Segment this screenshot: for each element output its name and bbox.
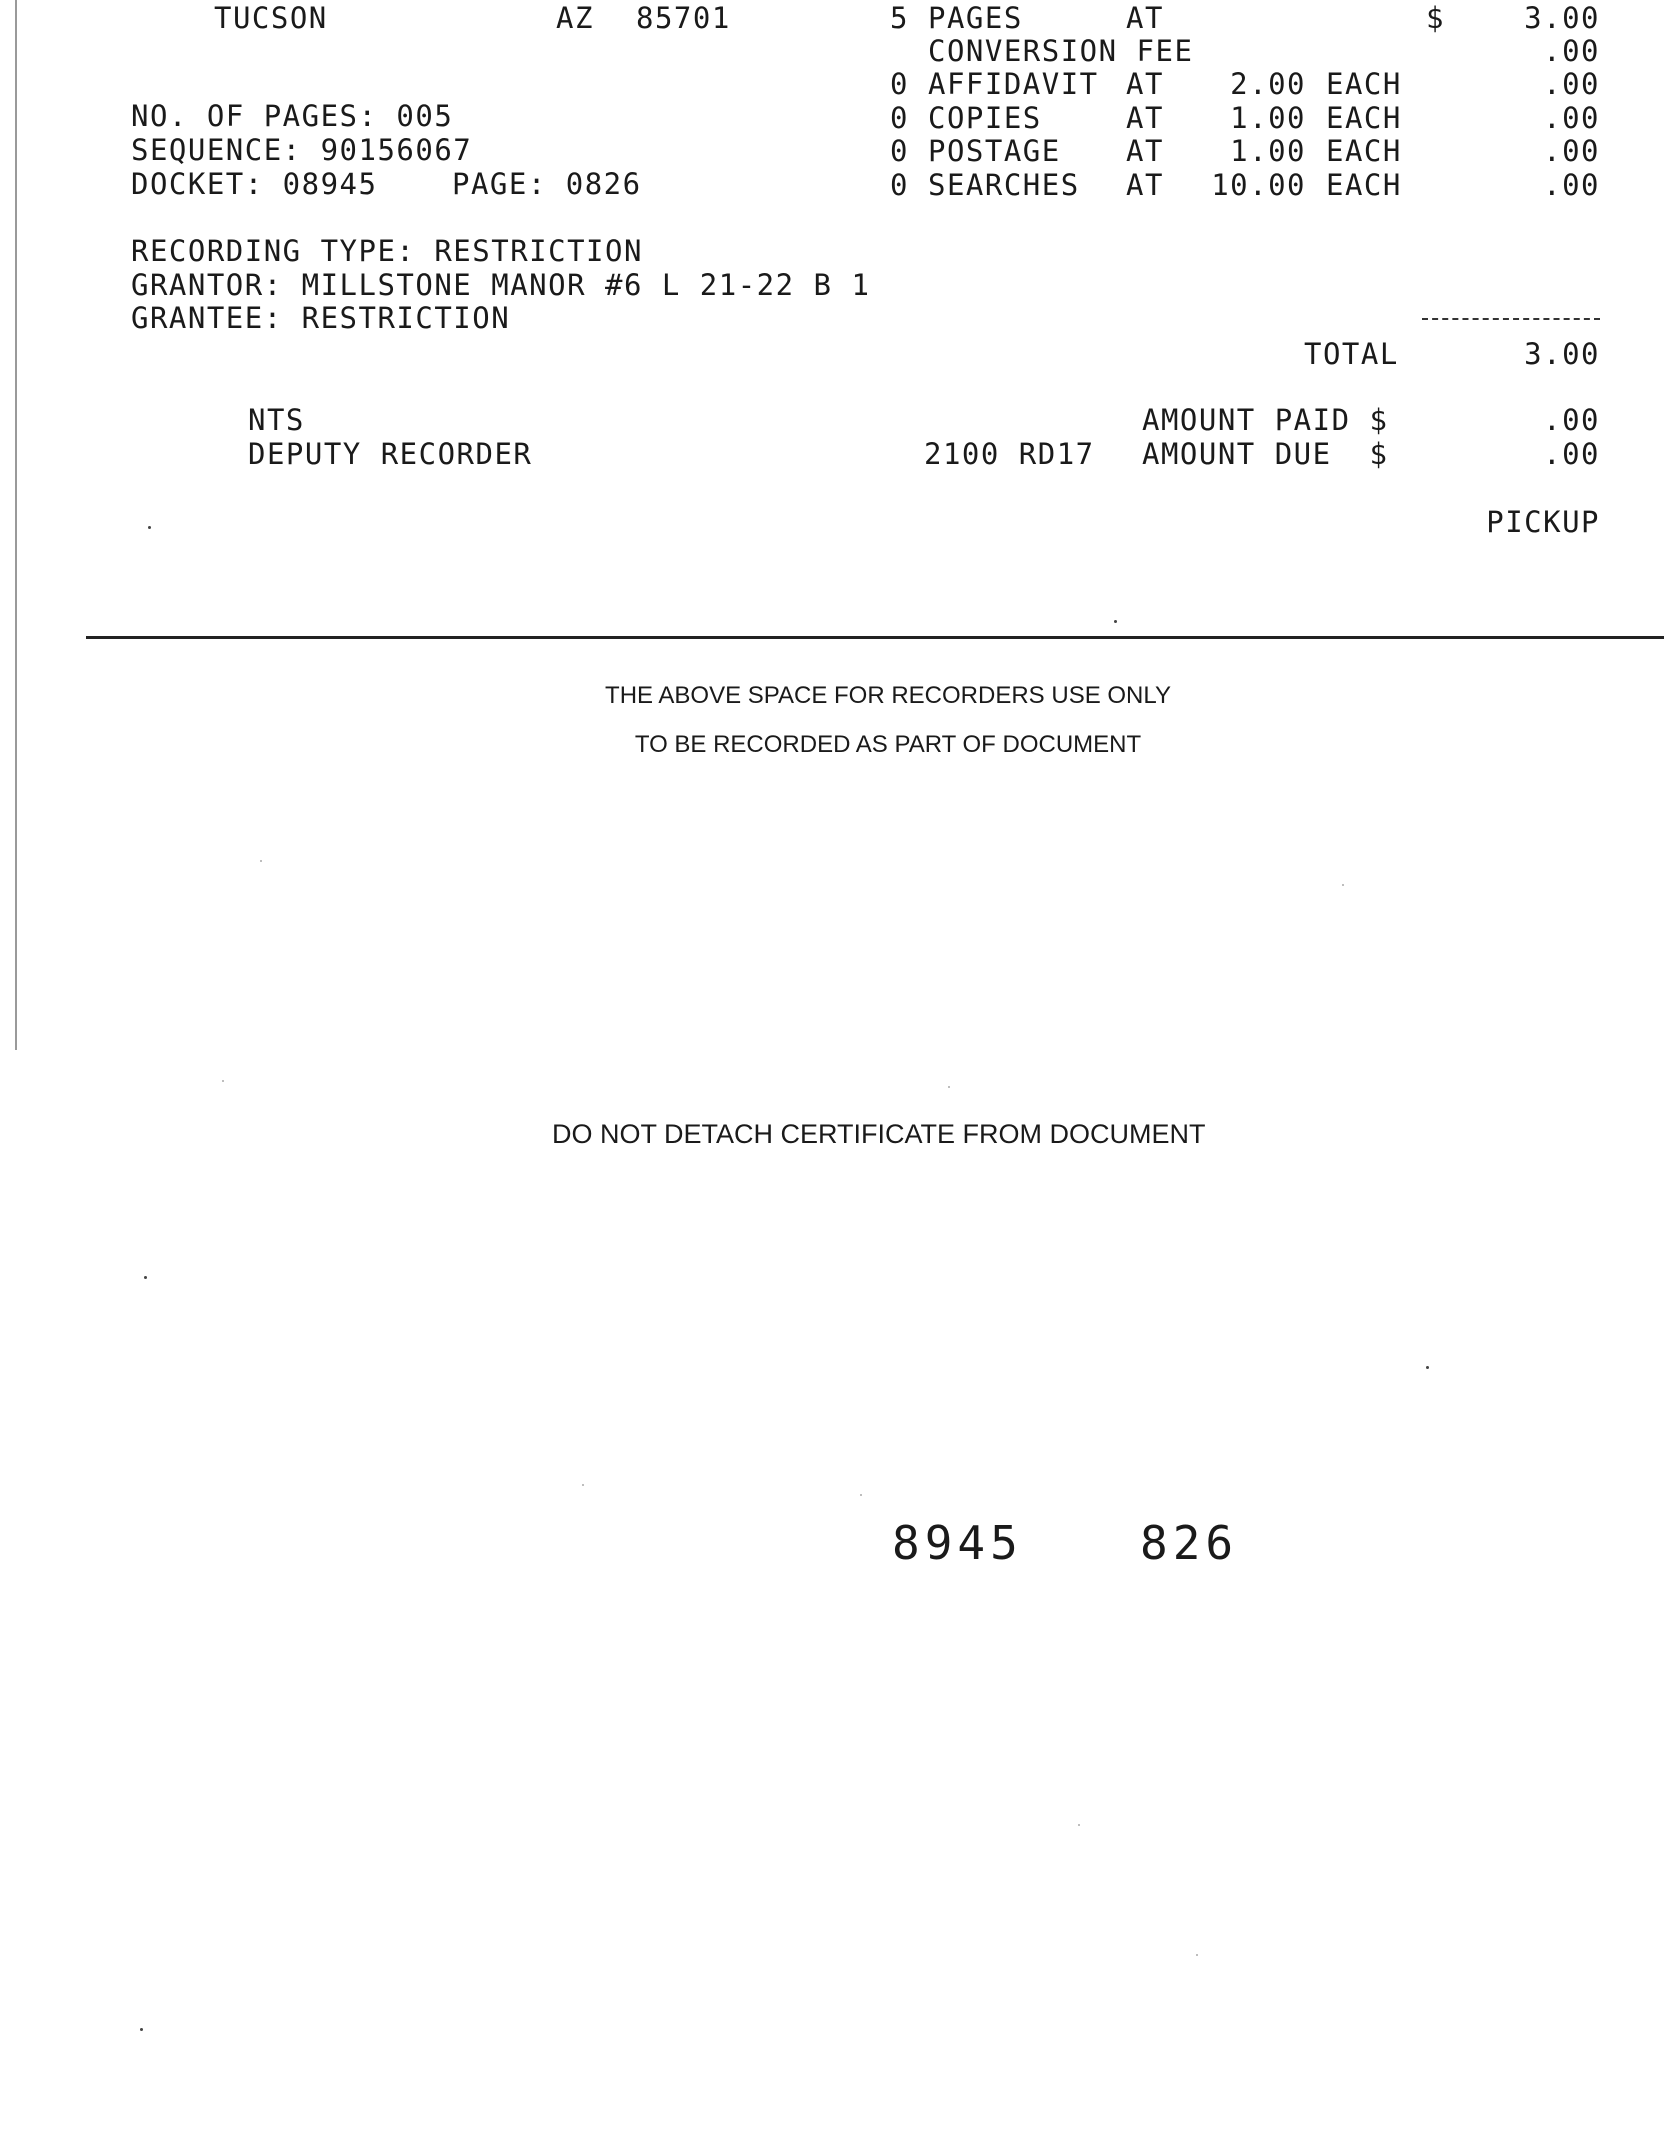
fee-each: EACH	[1326, 134, 1402, 168]
pickup-label: PICKUP	[1486, 505, 1600, 539]
fee-item: PAGES	[928, 1, 1023, 35]
fee-rate: 2.00	[1230, 67, 1306, 101]
fee-item: SEARCHES	[928, 168, 1080, 202]
fee-dollar: $	[1426, 1, 1445, 35]
total-separator	[1422, 318, 1600, 320]
fee-item: AFFIDAVIT	[928, 67, 1099, 101]
recorders-use-notice: THE ABOVE SPACE FOR RECORDERS USE ONLY	[605, 682, 1171, 709]
scan-speck	[148, 526, 151, 529]
stamp-page-number: 826	[1140, 1516, 1239, 1570]
scan-speck	[260, 860, 262, 862]
scan-speck	[1078, 1824, 1080, 1826]
no-of-pages: NO. OF PAGES: 005	[131, 99, 454, 133]
fee-rate: 10.00	[1211, 168, 1306, 202]
state: AZ	[556, 1, 594, 35]
fee-amount: .00	[1543, 67, 1600, 101]
amount-paid-label: AMOUNT PAID $	[1142, 403, 1389, 437]
grantee: GRANTEE: RESTRICTION	[131, 301, 511, 335]
grantor: GRANTOR: MILLSTONE MANOR #6 L 21-22 B 1	[131, 268, 871, 302]
fee-each: EACH	[1326, 168, 1402, 202]
recording-type: RECORDING TYPE: RESTRICTION	[131, 234, 643, 268]
fee-at: AT	[1126, 168, 1164, 202]
fee-rate: 1.00	[1230, 101, 1306, 135]
scan-speck	[1196, 1954, 1198, 1956]
recorder-initials: NTS	[248, 403, 305, 437]
fee-at: AT	[1126, 67, 1164, 101]
amount-due-value: .00	[1543, 437, 1600, 471]
fee-at: AT	[1126, 134, 1164, 168]
scan-speck	[222, 1080, 224, 1082]
fee-qty: 0	[890, 168, 909, 202]
fee-qty: 5	[890, 1, 909, 35]
recorder-title: DEPUTY RECORDER	[248, 437, 533, 471]
recorder-code: 2100 RD17	[924, 437, 1095, 471]
fee-item: CONVERSION FEE	[928, 34, 1194, 68]
scan-speck	[1342, 884, 1344, 886]
fee-amount: .00	[1543, 101, 1600, 135]
do-not-detach-notice: DO NOT DETACH CERTIFICATE FROM DOCUMENT	[552, 1119, 1206, 1149]
part-of-document-notice: TO BE RECORDED AS PART OF DOCUMENT	[634, 731, 1142, 758]
scan-speck	[582, 1484, 584, 1486]
scan-speck	[1114, 620, 1117, 623]
page-edge-line	[15, 0, 17, 1050]
page-number: PAGE: 0826	[452, 167, 642, 201]
fee-amount: 3.00	[1524, 1, 1600, 35]
scan-speck	[140, 2028, 143, 2031]
fee-qty: 0	[890, 67, 909, 101]
city: TUCSON	[214, 1, 328, 35]
fee-qty: 0	[890, 134, 909, 168]
total-label: TOTAL	[1304, 337, 1399, 371]
fee-amount: .00	[1543, 168, 1600, 202]
fee-amount: .00	[1543, 134, 1600, 168]
scan-speck	[948, 1086, 950, 1088]
fee-at: AT	[1126, 101, 1164, 135]
scan-speck	[144, 1276, 147, 1279]
fee-rate: 1.00	[1230, 134, 1306, 168]
docket: DOCKET: 08945	[131, 167, 378, 201]
scan-speck	[860, 1494, 862, 1496]
scan-speck	[1426, 1366, 1429, 1369]
stamp-docket-number: 8945	[892, 1516, 1023, 1570]
fee-qty: 0	[890, 101, 909, 135]
amount-paid-value: .00	[1543, 403, 1600, 437]
amount-due-label: AMOUNT DUE $	[1142, 437, 1389, 471]
zip: 85701	[636, 1, 731, 35]
fee-each: EACH	[1326, 67, 1402, 101]
sequence: SEQUENCE: 90156067	[131, 133, 473, 167]
fee-each: EACH	[1326, 101, 1402, 135]
fee-item: POSTAGE	[928, 134, 1061, 168]
recorder-section-divider	[86, 636, 1664, 639]
fee-amount: .00	[1543, 34, 1600, 68]
fee-at: AT	[1126, 1, 1164, 35]
total-value: 3.00	[1524, 337, 1600, 371]
fee-item: COPIES	[928, 101, 1042, 135]
